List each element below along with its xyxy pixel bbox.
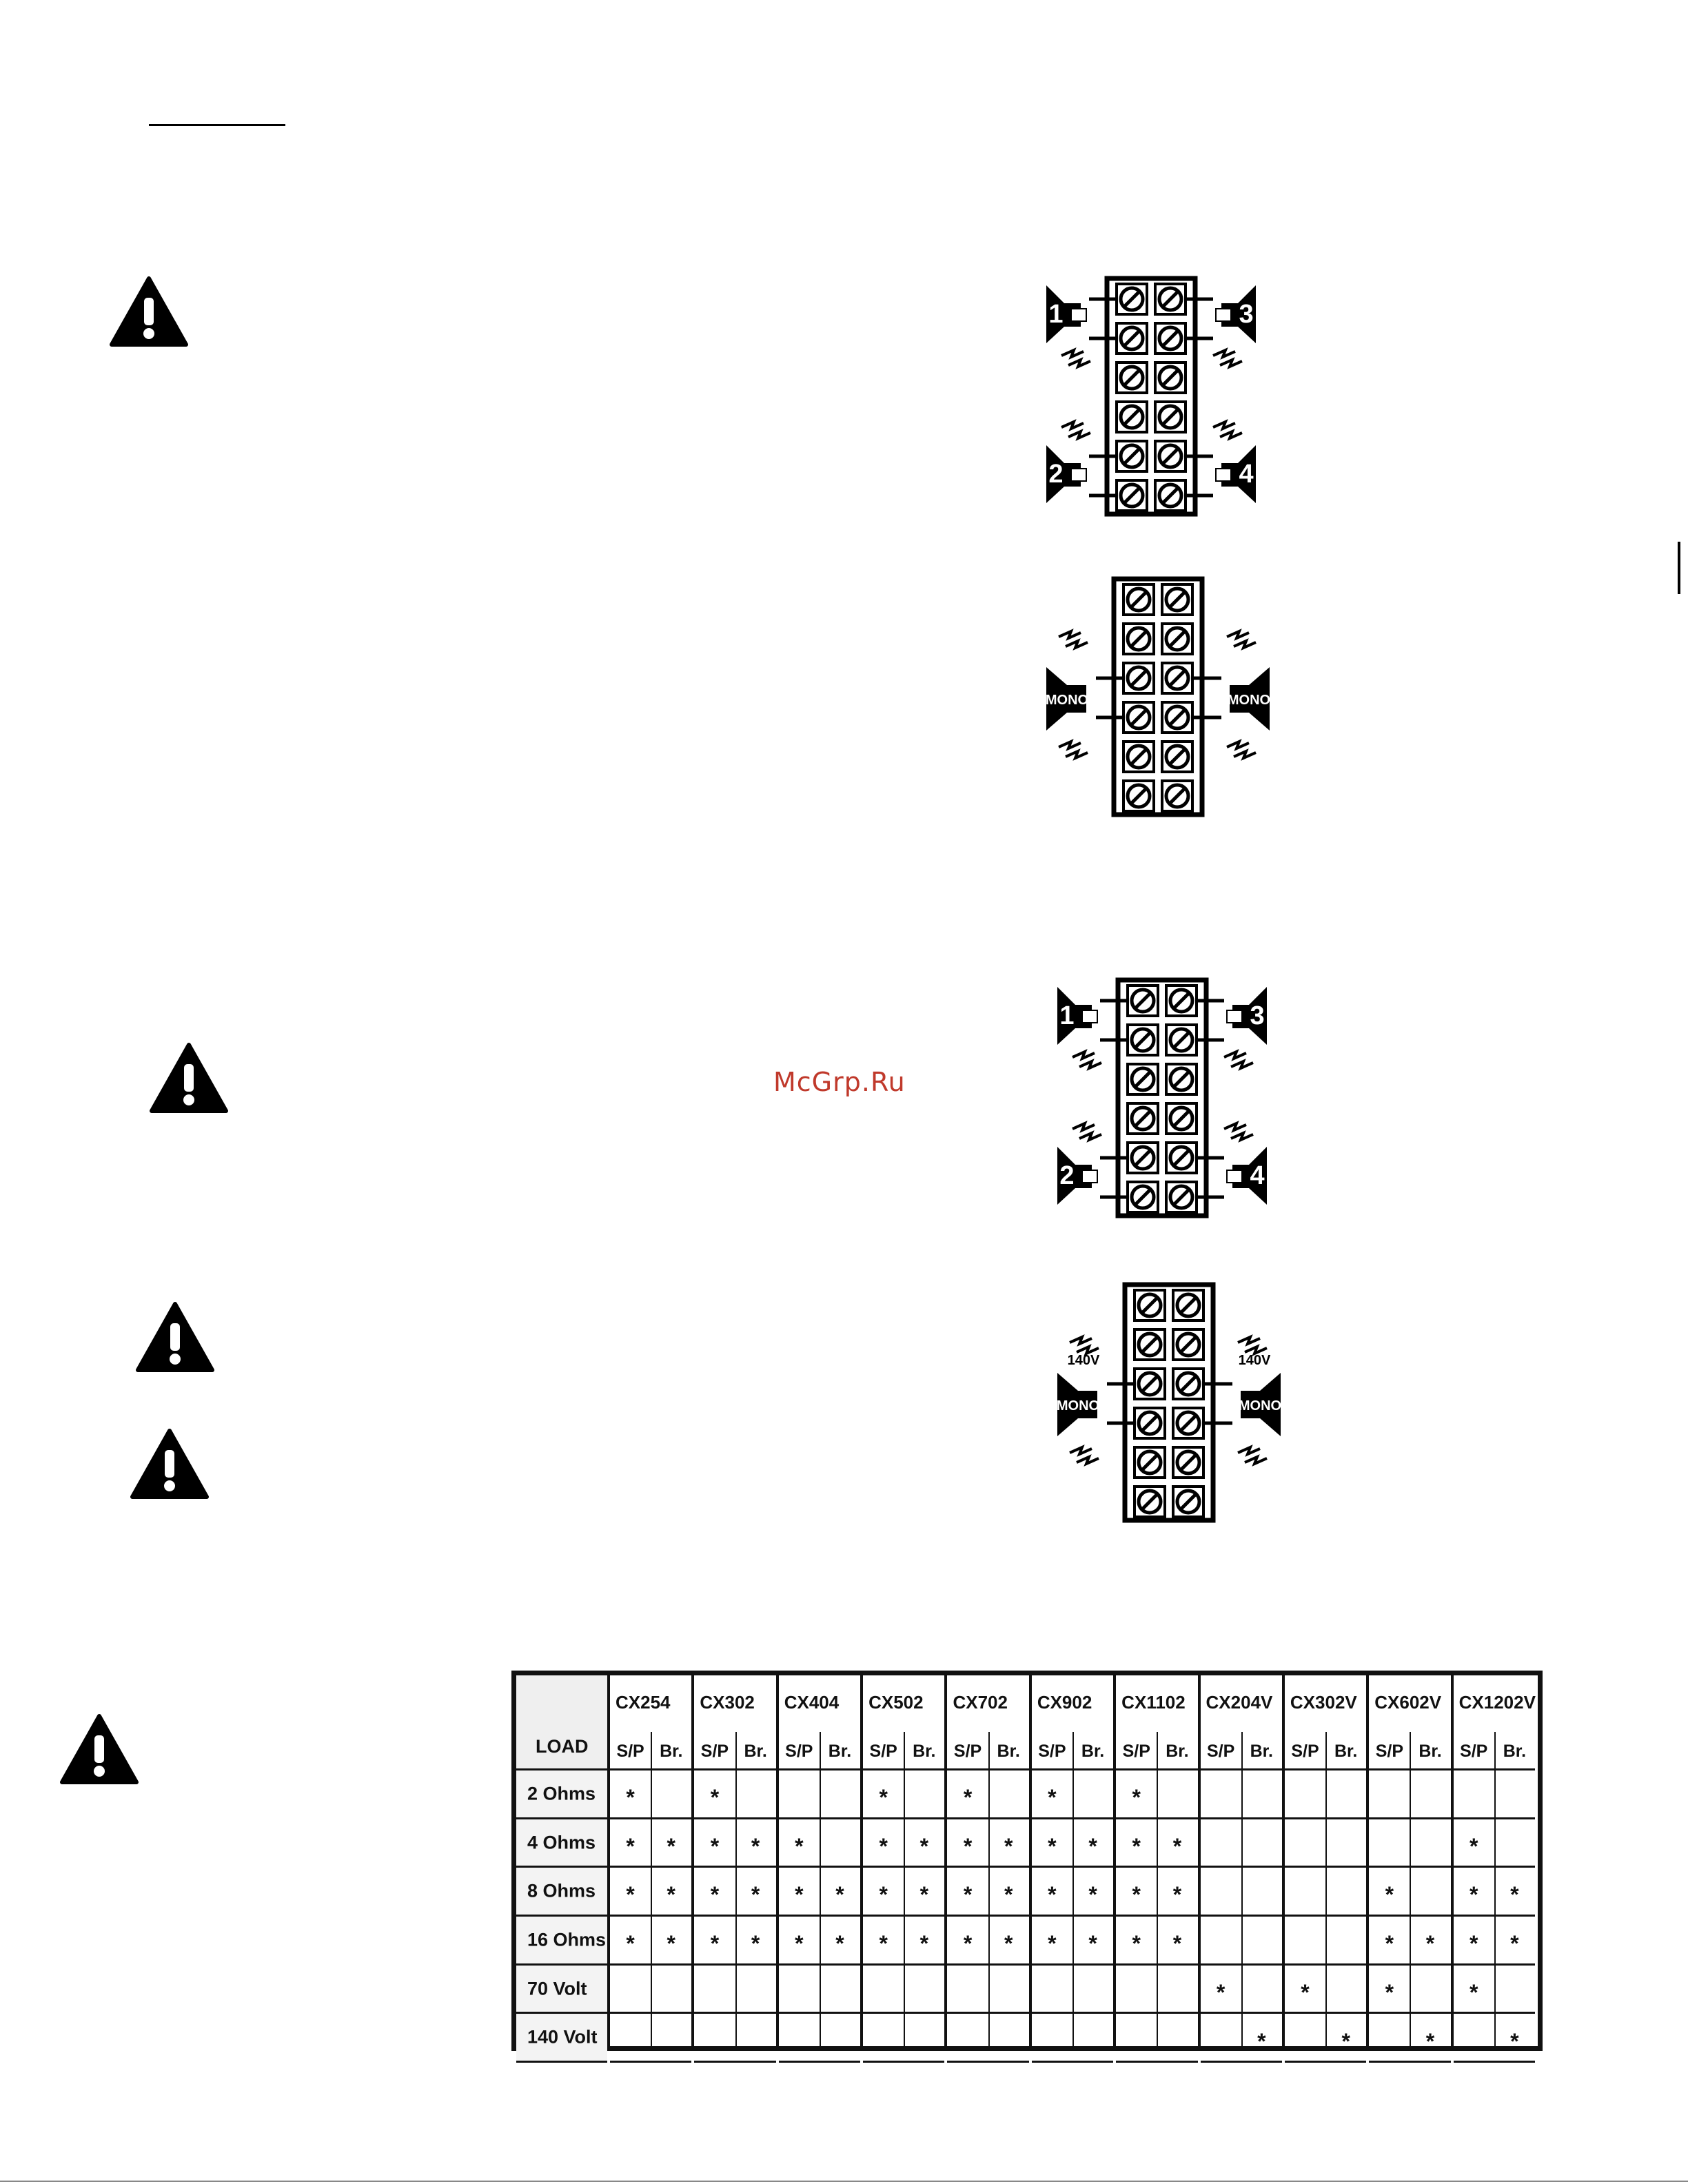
table-cell: *	[1072, 1917, 1113, 1966]
table-cell	[1201, 2014, 1241, 2063]
table-cell	[1410, 1966, 1450, 2014]
table-cell: *	[694, 1819, 735, 1868]
terminal-block-diagram-stereo	[1052, 974, 1272, 1223]
table-cell: *	[1325, 2014, 1366, 2063]
signal-arrow	[1231, 1061, 1253, 1068]
load-row-label	[516, 1917, 607, 1966]
model-column	[1454, 1675, 1538, 2054]
sub-header-br: Br.	[1494, 1732, 1535, 1770]
table-cell	[1032, 1966, 1072, 2014]
signal-arrow	[1068, 431, 1090, 438]
load-value: 8 Ohms	[527, 1880, 596, 1901]
speaker-icon	[1239, 1373, 1281, 1436]
footer-rule	[0, 2181, 1688, 2182]
watermark: McGrp.Ru	[773, 1067, 906, 1097]
table-cell	[863, 2014, 904, 2063]
header-rule	[149, 124, 285, 126]
table-cell: *	[1032, 1770, 1072, 1819]
signal-arrow	[1061, 422, 1084, 429]
table-cell	[1241, 1770, 1282, 1819]
sub-header-br: Br.	[1241, 1732, 1282, 1770]
signal-arrow	[1245, 1457, 1267, 1464]
voltage-label: 140V	[1067, 1353, 1100, 1368]
model-name: CX602V	[1374, 1692, 1442, 1713]
table-cell	[1454, 2014, 1494, 2063]
table-cell	[863, 1966, 904, 2014]
table-cell	[1032, 2014, 1072, 2063]
table-cell: *	[1201, 1966, 1241, 2014]
table-cell	[1285, 1819, 1325, 1868]
table-cell: *	[1032, 1819, 1072, 1868]
table-cell: *	[863, 1917, 904, 1966]
table-cell	[988, 1770, 1029, 1819]
speaker-terminal	[1216, 309, 1231, 321]
table-cell: *	[1241, 2014, 1282, 2063]
table-cell	[1410, 1868, 1450, 1917]
speaker-terminal	[1071, 469, 1086, 481]
table-cell: *	[820, 1868, 860, 1917]
signal-arrow	[1213, 422, 1235, 429]
load-row-label	[516, 1819, 607, 1868]
table-cell	[947, 1966, 988, 2014]
table-cell	[694, 2014, 735, 2063]
sub-header-sp: S/P	[863, 1732, 904, 1770]
table-cell: *	[1116, 1868, 1157, 1917]
load-row-label	[516, 1868, 607, 1917]
signal-arrow	[1066, 641, 1088, 648]
signal-arrows-icon	[1227, 631, 1256, 648]
table-cell	[610, 1966, 651, 2014]
table-cell	[779, 2014, 820, 2063]
model-column	[947, 1675, 1031, 2046]
table-cell: *	[904, 1868, 944, 1917]
table-cell	[904, 1770, 944, 1819]
signal-arrows-icon	[1224, 1052, 1253, 1068]
table-cell: *	[947, 1917, 988, 1966]
signal-arrow	[1079, 1133, 1101, 1140]
table-cell	[1241, 1917, 1282, 1966]
table-cell	[1241, 1966, 1282, 2014]
table-cell: *	[988, 1917, 1029, 1966]
load-value: 140 Volt	[527, 2026, 598, 2048]
table-cell: *	[651, 1917, 691, 1966]
speaker-number-label: 2	[1059, 1161, 1075, 1190]
table-cell: *	[988, 1868, 1029, 1917]
model-column	[1116, 1675, 1200, 2046]
mono-label: MONO	[1056, 1398, 1100, 1414]
table-cell	[1410, 1819, 1450, 1868]
speaker-number-label: 1	[1048, 300, 1064, 329]
table-cell	[735, 2014, 776, 2063]
table-cell	[1325, 1917, 1366, 1966]
signal-arrow	[1059, 631, 1081, 638]
table-cell	[1410, 1770, 1450, 1819]
table-cell	[1285, 1917, 1325, 1966]
table-cell: *	[610, 1868, 651, 1917]
table-cell	[1454, 1770, 1494, 1819]
edge-mark	[1678, 542, 1680, 594]
model-column	[779, 1675, 863, 2046]
warning-triangle-icon	[130, 1428, 210, 1500]
table-cell	[1325, 1819, 1366, 1868]
speaker-number-label: 3	[1250, 1001, 1265, 1030]
signal-arrows-icon	[1238, 1337, 1267, 1354]
voltage-label: 140V	[1238, 1353, 1271, 1368]
speaker-number-label: 2	[1048, 460, 1064, 489]
table-cell: *	[694, 1770, 735, 1819]
signal-arrows-icon	[1224, 1123, 1253, 1140]
table-cell: *	[1454, 1966, 1494, 2014]
model-column	[1032, 1675, 1116, 2046]
warning-triangle-icon	[149, 1042, 229, 1114]
model-name: CX702	[953, 1692, 1008, 1713]
warning-triangle-icon	[59, 1713, 139, 1785]
table-cell	[1285, 2014, 1325, 2063]
signal-arrow	[1077, 1457, 1099, 1464]
sub-header-br: Br.	[651, 1732, 691, 1770]
speaker-icon	[1046, 285, 1086, 343]
sub-header-br: Br.	[735, 1732, 776, 1770]
table-cell: *	[694, 1868, 735, 1917]
speaker-icon	[1216, 285, 1256, 343]
table-cell	[1116, 2014, 1157, 2063]
sub-header-br: Br.	[1072, 1732, 1113, 1770]
table-cell	[1072, 1770, 1113, 1819]
table-cell	[820, 1770, 860, 1819]
table-cell	[735, 1966, 776, 2014]
table-cell: *	[947, 1868, 988, 1917]
signal-arrow	[1213, 350, 1235, 357]
signal-arrow	[1059, 742, 1081, 748]
table-cell: *	[1116, 1819, 1157, 1868]
table-cell: *	[610, 1819, 651, 1868]
sub-header-br: Br.	[1410, 1732, 1450, 1770]
sub-header-br: Br.	[1325, 1732, 1366, 1770]
table-cell	[1494, 1966, 1535, 2014]
table-cell: *	[610, 1917, 651, 1966]
speaker-icon	[1057, 1147, 1097, 1205]
table-cell	[1201, 1868, 1241, 1917]
signal-arrows-icon	[1061, 422, 1090, 438]
load-header-label: LOAD	[536, 1736, 589, 1757]
signal-arrow	[1234, 751, 1256, 758]
model-name: CX902	[1037, 1692, 1092, 1713]
signal-arrows-icon	[1072, 1052, 1101, 1068]
table-cell: *	[863, 1819, 904, 1868]
sub-header-sp: S/P	[610, 1732, 651, 1770]
table-cell	[820, 2014, 860, 2063]
signal-arrows-icon	[1070, 1447, 1099, 1464]
signal-arrow	[1238, 1337, 1260, 1344]
signal-arrow	[1061, 350, 1084, 357]
table-cell: *	[1072, 1868, 1113, 1917]
table-cell: *	[1369, 1917, 1410, 1966]
model-column	[1201, 1675, 1285, 2054]
table-cell: *	[1454, 1868, 1494, 1917]
table-cell	[1072, 2014, 1113, 2063]
signal-arrows-icon	[1059, 742, 1088, 758]
table-cell	[1369, 1770, 1410, 1819]
table-cell	[1494, 1819, 1535, 1868]
speaker-icon	[1057, 1373, 1099, 1436]
signal-arrow	[1070, 1447, 1092, 1454]
speaker-number-label: 4	[1250, 1161, 1265, 1190]
model-name: CX302V	[1290, 1692, 1357, 1713]
table-cell: *	[947, 1819, 988, 1868]
speaker-terminal	[1216, 469, 1231, 481]
speaker-number-label: 4	[1239, 460, 1254, 489]
model-column	[1369, 1675, 1453, 2054]
speaker-icon	[1227, 1147, 1267, 1205]
table-cell: *	[1494, 1917, 1535, 1966]
table-cell	[904, 1966, 944, 2014]
table-cell: *	[694, 1917, 735, 1966]
signal-arrow	[1220, 360, 1242, 367]
signal-arrow	[1234, 641, 1256, 648]
model-column	[610, 1675, 694, 2046]
sub-header-sp: S/P	[1454, 1732, 1494, 1770]
signal-arrows-icon	[1213, 422, 1242, 438]
table-cell: *	[735, 1819, 776, 1868]
table-cell: *	[863, 1868, 904, 1917]
terminal-block-diagram-mono-140v	[1052, 1275, 1286, 1537]
sub-header-sp: S/P	[1369, 1732, 1410, 1770]
signal-arrows-icon	[1227, 742, 1256, 758]
table-cell: *	[1032, 1868, 1072, 1917]
model-name: CX404	[784, 1692, 840, 1713]
model-name: CX1102	[1121, 1692, 1186, 1713]
model-name: CX502	[868, 1692, 924, 1713]
table-cell	[1285, 1868, 1325, 1917]
sub-header-br: Br.	[988, 1732, 1029, 1770]
table-cell: *	[1116, 1770, 1157, 1819]
table-cell	[1157, 1966, 1197, 2014]
mono-label: MONO	[1238, 1398, 1282, 1414]
signal-arrow	[1227, 631, 1249, 638]
table-cell: *	[1494, 2014, 1535, 2063]
load-header	[516, 1675, 607, 1770]
table-cell	[651, 1770, 691, 1819]
table-cell: *	[1285, 1966, 1325, 2014]
table-cell	[651, 1966, 691, 2014]
table-cell	[1369, 2014, 1410, 2063]
table-cell	[1241, 1868, 1282, 1917]
speaker-icon	[1227, 987, 1267, 1045]
table-cell: *	[610, 1770, 651, 1819]
sub-header-sp: S/P	[694, 1732, 735, 1770]
sub-header-sp: S/P	[779, 1732, 820, 1770]
sub-header-br: Br.	[904, 1732, 944, 1770]
signal-arrow	[1224, 1123, 1246, 1130]
load-row-label	[516, 1770, 607, 1819]
load-value: 16 Ohms	[527, 1929, 607, 1950]
speaker-icon	[1228, 667, 1270, 731]
signal-arrows-icon	[1070, 1337, 1099, 1354]
load-column	[516, 1675, 610, 2046]
signal-arrow	[1079, 1061, 1101, 1068]
model-name: CX1202V	[1458, 1692, 1536, 1713]
table-cell	[1369, 1819, 1410, 1868]
table-cell	[1241, 1819, 1282, 1868]
table-cell	[1494, 1770, 1535, 1819]
table-cell: *	[947, 1770, 988, 1819]
table-cell	[651, 2014, 691, 2063]
signal-arrow	[1238, 1447, 1260, 1454]
load-compatibility-table	[511, 1671, 1543, 2054]
speaker-number-label: 3	[1239, 300, 1254, 329]
table-cell: *	[1454, 1819, 1494, 1868]
sub-header-sp: S/P	[1201, 1732, 1241, 1770]
speaker-icon	[1216, 445, 1256, 503]
warning-triangle-icon	[135, 1301, 215, 1373]
signal-arrow	[1072, 1052, 1095, 1059]
table-cell	[947, 2014, 988, 2063]
table-cell: *	[1157, 1917, 1197, 1966]
table-cell: *	[735, 1917, 776, 1966]
signal-arrow	[1224, 1052, 1246, 1059]
table-cell: *	[735, 1868, 776, 1917]
table-cell	[820, 1819, 860, 1868]
table-cell: *	[1369, 1868, 1410, 1917]
signal-arrow	[1220, 431, 1242, 438]
load-value: 70 Volt	[527, 1978, 587, 1999]
signal-arrows-icon	[1238, 1447, 1267, 1464]
signal-arrow	[1066, 751, 1088, 758]
speaker-terminal	[1082, 1170, 1097, 1183]
table-cell	[988, 2014, 1029, 2063]
speaker-icon	[1046, 667, 1088, 731]
mono-label: MONO	[1045, 693, 1089, 708]
table-cell: *	[1116, 1917, 1157, 1966]
table-cell: *	[1410, 2014, 1450, 2063]
table-cell: *	[1032, 1917, 1072, 1966]
table-cell: *	[779, 1868, 820, 1917]
table-cell: *	[779, 1819, 820, 1868]
table-cell	[1325, 1770, 1366, 1819]
warning-triangle-icon	[109, 276, 189, 347]
table-cell: *	[651, 1819, 691, 1868]
model-name: CX302	[700, 1692, 755, 1713]
table-cell: *	[863, 1770, 904, 1819]
signal-arrow	[1072, 1123, 1095, 1130]
sub-header-br: Br.	[820, 1732, 860, 1770]
table-cell	[904, 2014, 944, 2063]
signal-arrow	[1231, 1133, 1253, 1140]
table-cell: *	[820, 1917, 860, 1966]
terminal-block-diagram-stereo	[1041, 273, 1261, 521]
load-value: 4 Ohms	[527, 1832, 596, 1853]
terminal-block-diagram-mono	[1041, 576, 1275, 824]
sub-header-sp: S/P	[1116, 1732, 1157, 1770]
table-cell: *	[779, 1917, 820, 1966]
table-cell	[779, 1770, 820, 1819]
table-cell	[1157, 2014, 1197, 2063]
load-row-label	[516, 2014, 607, 2063]
signal-arrow	[1070, 1337, 1092, 1344]
table-cell	[988, 1966, 1029, 2014]
table-cell	[735, 1770, 776, 1819]
signal-arrows-icon	[1072, 1123, 1101, 1140]
table-cell: *	[1157, 1868, 1197, 1917]
load-value: 2 Ohms	[527, 1783, 596, 1804]
load-row-label	[516, 1966, 607, 2014]
table-cell	[779, 1966, 820, 2014]
sub-header-br: Br.	[1157, 1732, 1197, 1770]
signal-arrow	[1068, 360, 1090, 367]
sub-header-sp: S/P	[1285, 1732, 1325, 1770]
model-name: CX254	[616, 1692, 671, 1713]
table-cell	[610, 2014, 651, 2063]
table-cell: *	[1494, 1868, 1535, 1917]
table-cell: *	[988, 1819, 1029, 1868]
table-cell: *	[1410, 1917, 1450, 1966]
speaker-terminal	[1071, 309, 1086, 321]
speaker-terminal	[1227, 1170, 1242, 1183]
speaker-number-label: 1	[1059, 1001, 1075, 1030]
table-cell: *	[904, 1819, 944, 1868]
signal-arrow	[1227, 742, 1249, 748]
mono-label: MONO	[1227, 693, 1271, 708]
speaker-icon	[1057, 987, 1097, 1045]
table-cell: *	[651, 1868, 691, 1917]
model-name: CX204V	[1206, 1692, 1273, 1713]
signal-arrows-icon	[1061, 350, 1090, 367]
table-cell	[820, 1966, 860, 2014]
table-cell: *	[1157, 1819, 1197, 1868]
table-cell: *	[904, 1917, 944, 1966]
table-cell	[1072, 1966, 1113, 2014]
model-column	[1285, 1675, 1369, 2054]
speaker-terminal	[1082, 1010, 1097, 1023]
signal-arrows-icon	[1059, 631, 1088, 648]
sub-header-sp: S/P	[947, 1732, 988, 1770]
table-cell	[1201, 1770, 1241, 1819]
table-cell	[1116, 1966, 1157, 2014]
table-cell	[1325, 1868, 1366, 1917]
sub-header-sp: S/P	[1032, 1732, 1072, 1770]
signal-arrows-icon	[1213, 350, 1242, 367]
speaker-terminal	[1227, 1010, 1242, 1023]
table-cell: *	[1369, 1966, 1410, 2014]
table-cell	[1201, 1819, 1241, 1868]
table-cell: *	[1072, 1819, 1113, 1868]
model-column	[863, 1675, 947, 2046]
table-cell	[1157, 1770, 1197, 1819]
table-cell	[1325, 1966, 1366, 2014]
table-cell	[694, 1966, 735, 2014]
table-cell: *	[1454, 1917, 1494, 1966]
table-cell	[1285, 1770, 1325, 1819]
speaker-icon	[1046, 445, 1086, 503]
model-column	[694, 1675, 778, 2046]
table-cell	[1201, 1917, 1241, 1966]
